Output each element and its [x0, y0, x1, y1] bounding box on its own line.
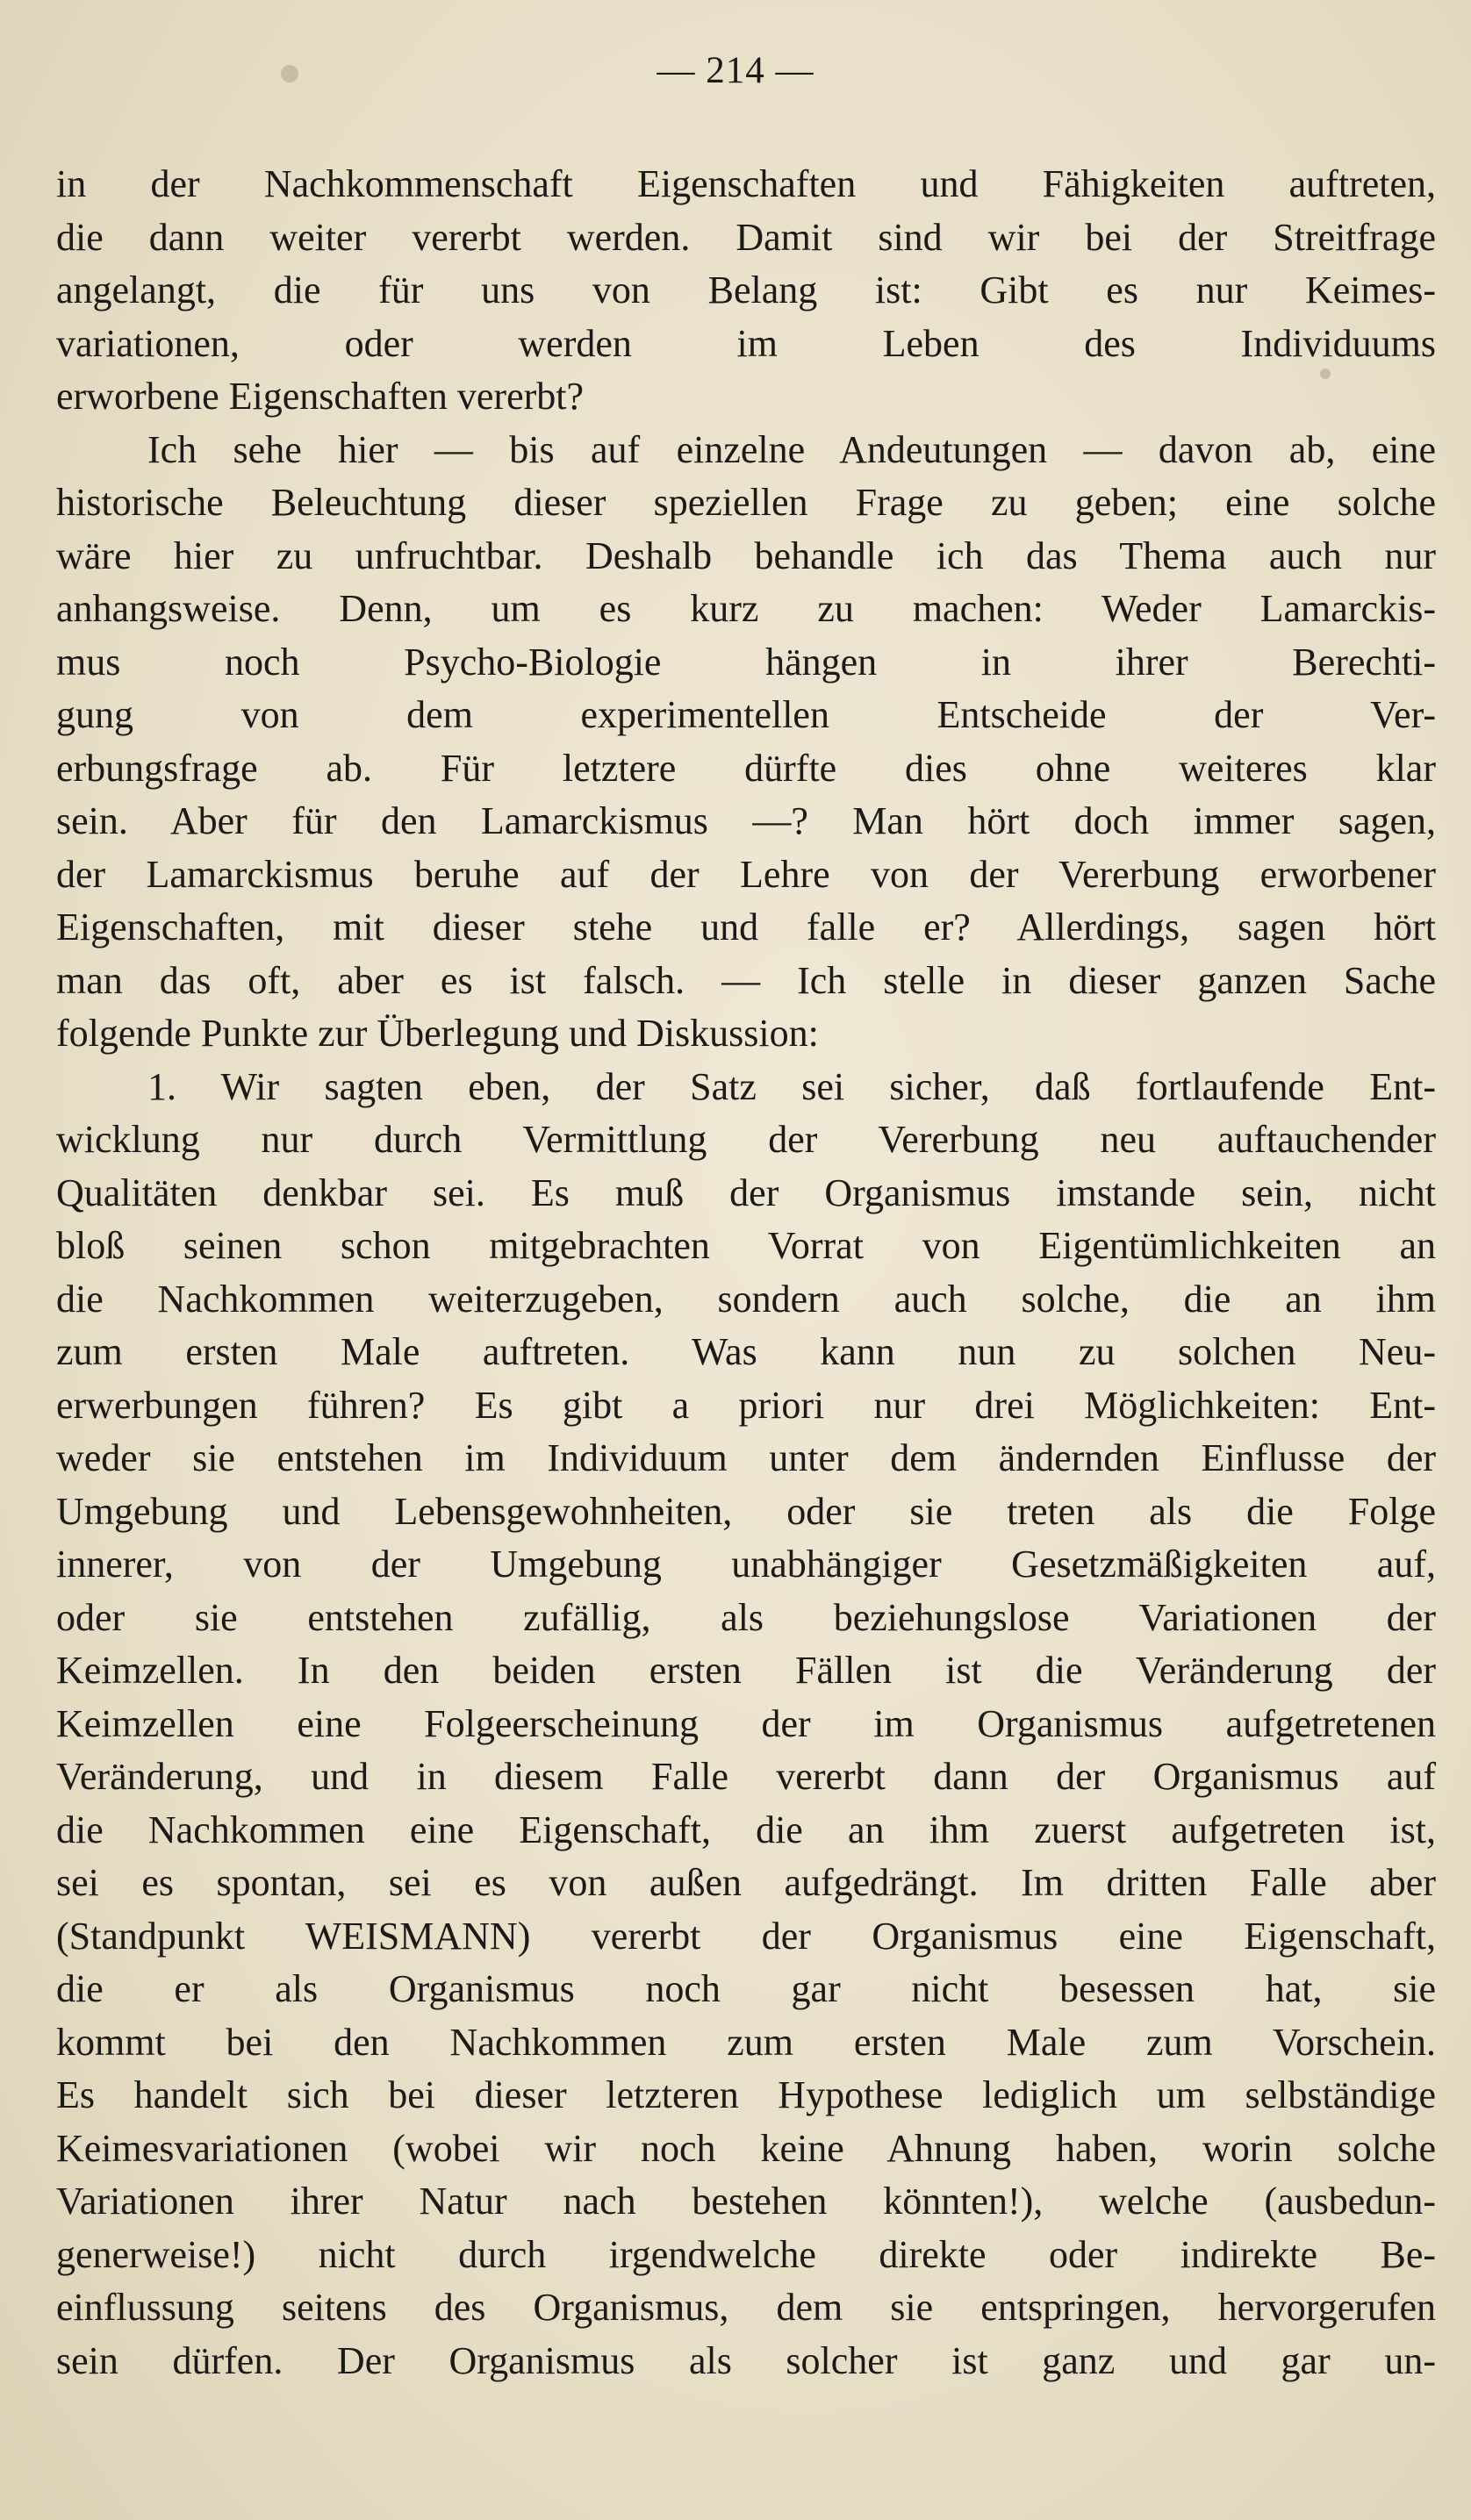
text-line: die er als Organismus noch gar nicht besessen hat, sie [56, 1967, 1436, 2010]
text-line: Keimzellen. In den beiden ersten Fällen ist die Veränderung der [56, 1649, 1436, 1692]
text-line: Eigenschaften, mit dieser stehe und falle er? Allerdings, sagen hört [56, 906, 1436, 949]
text-line: historische Beleuchtung dieser speziellen Frage zu geben; eine solche [56, 481, 1436, 524]
text-line: Veränderung, und in diesem Falle vererbt dann der Organismus auf [56, 1755, 1436, 1798]
text-line: Keimzellen eine Folgeerscheinung der im Organismus aufgetretenen [56, 1701, 1436, 1745]
text-line: innerer, von der Umgebung unabhängiger Gesetzmäßigkeiten auf, [56, 1543, 1436, 1586]
text-line: wicklung nur durch Vermittlung der Vererbung neu auftauchender [56, 1118, 1436, 1161]
text-line: angelangt, die für uns von Belang ist: Gibt es nur Keimes- [56, 268, 1436, 311]
text-line: erbungsfrage ab. Für letztere dürfte dies ohne weiteres klar [56, 746, 1436, 790]
text-line: erwerbungen führen? Es gibt a priori nur drei Möglichkeiten: Ent- [56, 1383, 1436, 1427]
text-line: die Nachkommen weiterzugeben, sondern auch solche, die an ihm [56, 1277, 1436, 1321]
text-line: Es handelt sich bei dieser letzteren Hypothese lediglich um selbständige [56, 2073, 1436, 2116]
text-line: sein. Aber für den Lamarckismus —? Man hört doch immer sagen, [56, 799, 1436, 842]
text-line: einflussung seitens des Organismus, dem sie entspringen, hervorgerufen [56, 2286, 1436, 2329]
text-line: die Nachkommen eine Eigenschaft, die an ihm zuerst aufgetreten ist, [56, 1808, 1436, 1851]
page-number: — 214 — [657, 50, 814, 91]
text-line: Variationen ihrer Natur nach bestehen könnten!), welche (ausbedun- [56, 2180, 1436, 2223]
text-line: anhangsweise. Denn, um es kurz zu machen: Weder Lamarckis- [56, 587, 1436, 630]
text-line: Qualitäten denkbar sei. Es muß der Organismus imstande sein, nicht [56, 1171, 1436, 1214]
text-line: der Lamarckismus beruhe auf der Lehre von der Vererbung erworbener [56, 852, 1436, 896]
text-line: Umgebung und Lebensgewohnheiten, oder sie treten als die Folge [56, 1489, 1436, 1533]
text-line: zum ersten Male auftreten. Was kann nun zu solchen Neu- [56, 1330, 1436, 1373]
text-line: oder sie entstehen zufällig, als beziehungslose Variationen der [56, 1595, 1436, 1639]
text-line: generweise!) nicht durch irgendwelche direkte oder indirekte Be- [56, 2232, 1436, 2276]
text-line: variationen, oder werden im Leben des Individuums [56, 321, 1436, 365]
text-line: sein dürfen. Der Organismus als solcher ist ganz und gar un- [56, 2338, 1436, 2382]
text-line: weder sie entstehen im Individuum unter dem ändernden Einflusse der [56, 1436, 1436, 1479]
text-line: man das oft, aber es ist falsch. — Ich stelle in dieser ganzen Sache [56, 958, 1436, 1002]
text-line: in der Nachkommenschaft Eigenschaften und Fähigkeiten auftreten, [56, 162, 1436, 205]
text-line: folgende Punkte zur Überlegung und Diskussion: [56, 1012, 819, 1055]
text-line: die dann weiter vererbt werden. Damit sind wir bei der Streitfrage [56, 215, 1436, 259]
text-line: wäre hier zu unfruchtbar. Deshalb behandle ich das Thema auch nur [56, 533, 1436, 577]
text-line: gung von dem experimentellen Entscheide der Ver- [56, 693, 1436, 736]
text-line: Keimesvariationen (wobei wir noch keine Ahnung haben, worin solche [56, 2126, 1436, 2170]
text-line: Ich sehe hier — bis auf einzelne Andeutungen — davon ab, eine [147, 427, 1436, 471]
text-line: erworbene Eigenschaften vererbt? [56, 375, 585, 418]
text-line: bloß seinen schon mitgebrachten Vorrat von Eigentümlichkeiten an [56, 1224, 1436, 1267]
text-line: kommt bei den Nachkommen zum ersten Male zum Vorschein. [56, 2020, 1436, 2064]
text-line: (Standpunkt WEISMANN) vererbt der Organismus eine Eigenschaft, [56, 1914, 1436, 1958]
text-line: sei es spontan, sei es von außen aufgedrängt. Im dritten Falle aber [56, 1861, 1436, 1904]
body-text [56, 158, 1436, 2388]
text-line: 1. Wir sagten eben, der Satz sei sicher, daß fortlaufende Ent- [147, 1064, 1436, 1108]
text-line: mus noch Psycho-Biologie hängen in ihrer Berechti- [56, 640, 1436, 684]
